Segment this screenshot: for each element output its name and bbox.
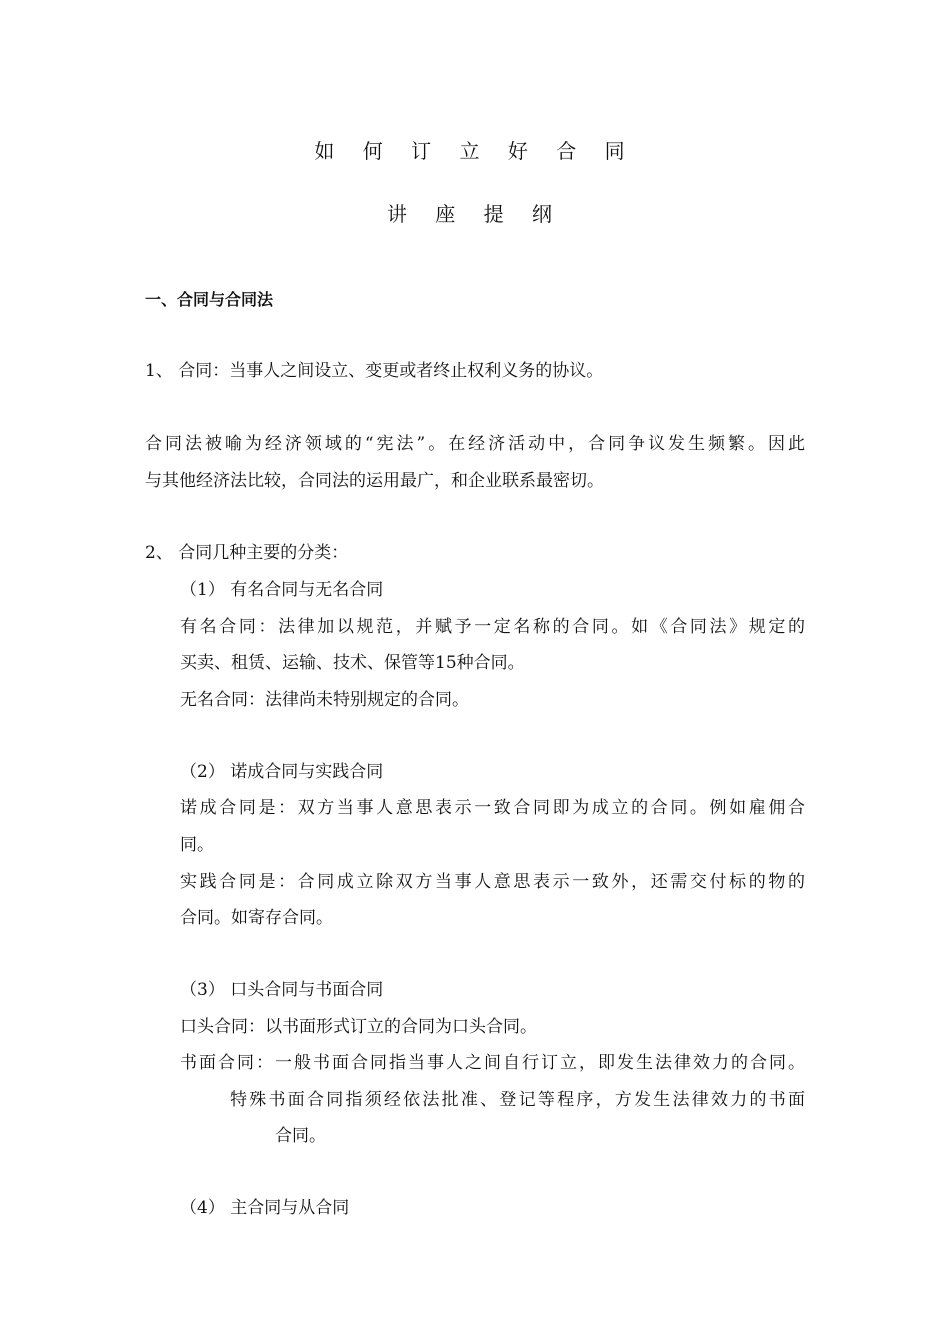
paragraph-line: 合同法被喻为经济领域的“宪法”。在经济活动中，合同争议发生频繁。因此 [145, 434, 805, 454]
paragraph-line: 与其他经济法比较，合同法的运用最广，和企业联系最密切。 [145, 471, 604, 491]
item-2: 2、 合同几种主要的分类： [145, 543, 349, 563]
paragraph-line: 合同。如寄存合同。 [180, 908, 333, 928]
document-subtitle: 讲 座 提 纲 [386, 202, 564, 226]
paragraph-line: 有名合同：法律加以规范，并赋予一定名称的合同。如《合同法》规定的 [180, 617, 805, 637]
paragraph-line: 书面合同：一般书面合同指当事人之间自行订立，即发生法律效力的合同。 [180, 1053, 805, 1073]
paragraph-line: 口头合同：以书面形式订立的合同为口头合同。 [180, 1017, 537, 1037]
paragraph-line: 无名合同：法律尚未特别规定的合同。 [180, 690, 469, 710]
subsection-heading: （1） 有名合同与无名合同 [180, 580, 384, 600]
paragraph-line: 实践合同是：合同成立除双方当事人意思表示一致外，还需交付标的物的 [180, 872, 805, 892]
paragraph-line: 特殊书面合同指须经依法批准、登记等程序，方发生法律效力的书面 [230, 1090, 805, 1110]
subsection-heading: （4） 主合同与从合同 [180, 1198, 350, 1218]
item-1: 1、 合同：当事人之间设立、变更或者终止权利义务的协议。 [145, 361, 604, 381]
paragraph-line: 诺成合同是：双方当事人意思表示一致合同即为成立的合同。例如雇佣合 [180, 798, 805, 818]
subsection-heading: （3） 口头合同与书面合同 [180, 980, 384, 1000]
paragraph-line: 买卖、租赁、运输、技术、保管等15种合同。 [180, 653, 525, 673]
section-heading: 一、合同与合同法 [145, 290, 274, 309]
paragraph-line: 合同。 [275, 1126, 326, 1146]
subsection-heading: （2） 诺成合同与实践合同 [180, 762, 384, 782]
document-title: 如 何 订 立 好 合 同 [314, 139, 636, 163]
paragraph-line: 同。 [180, 835, 214, 855]
